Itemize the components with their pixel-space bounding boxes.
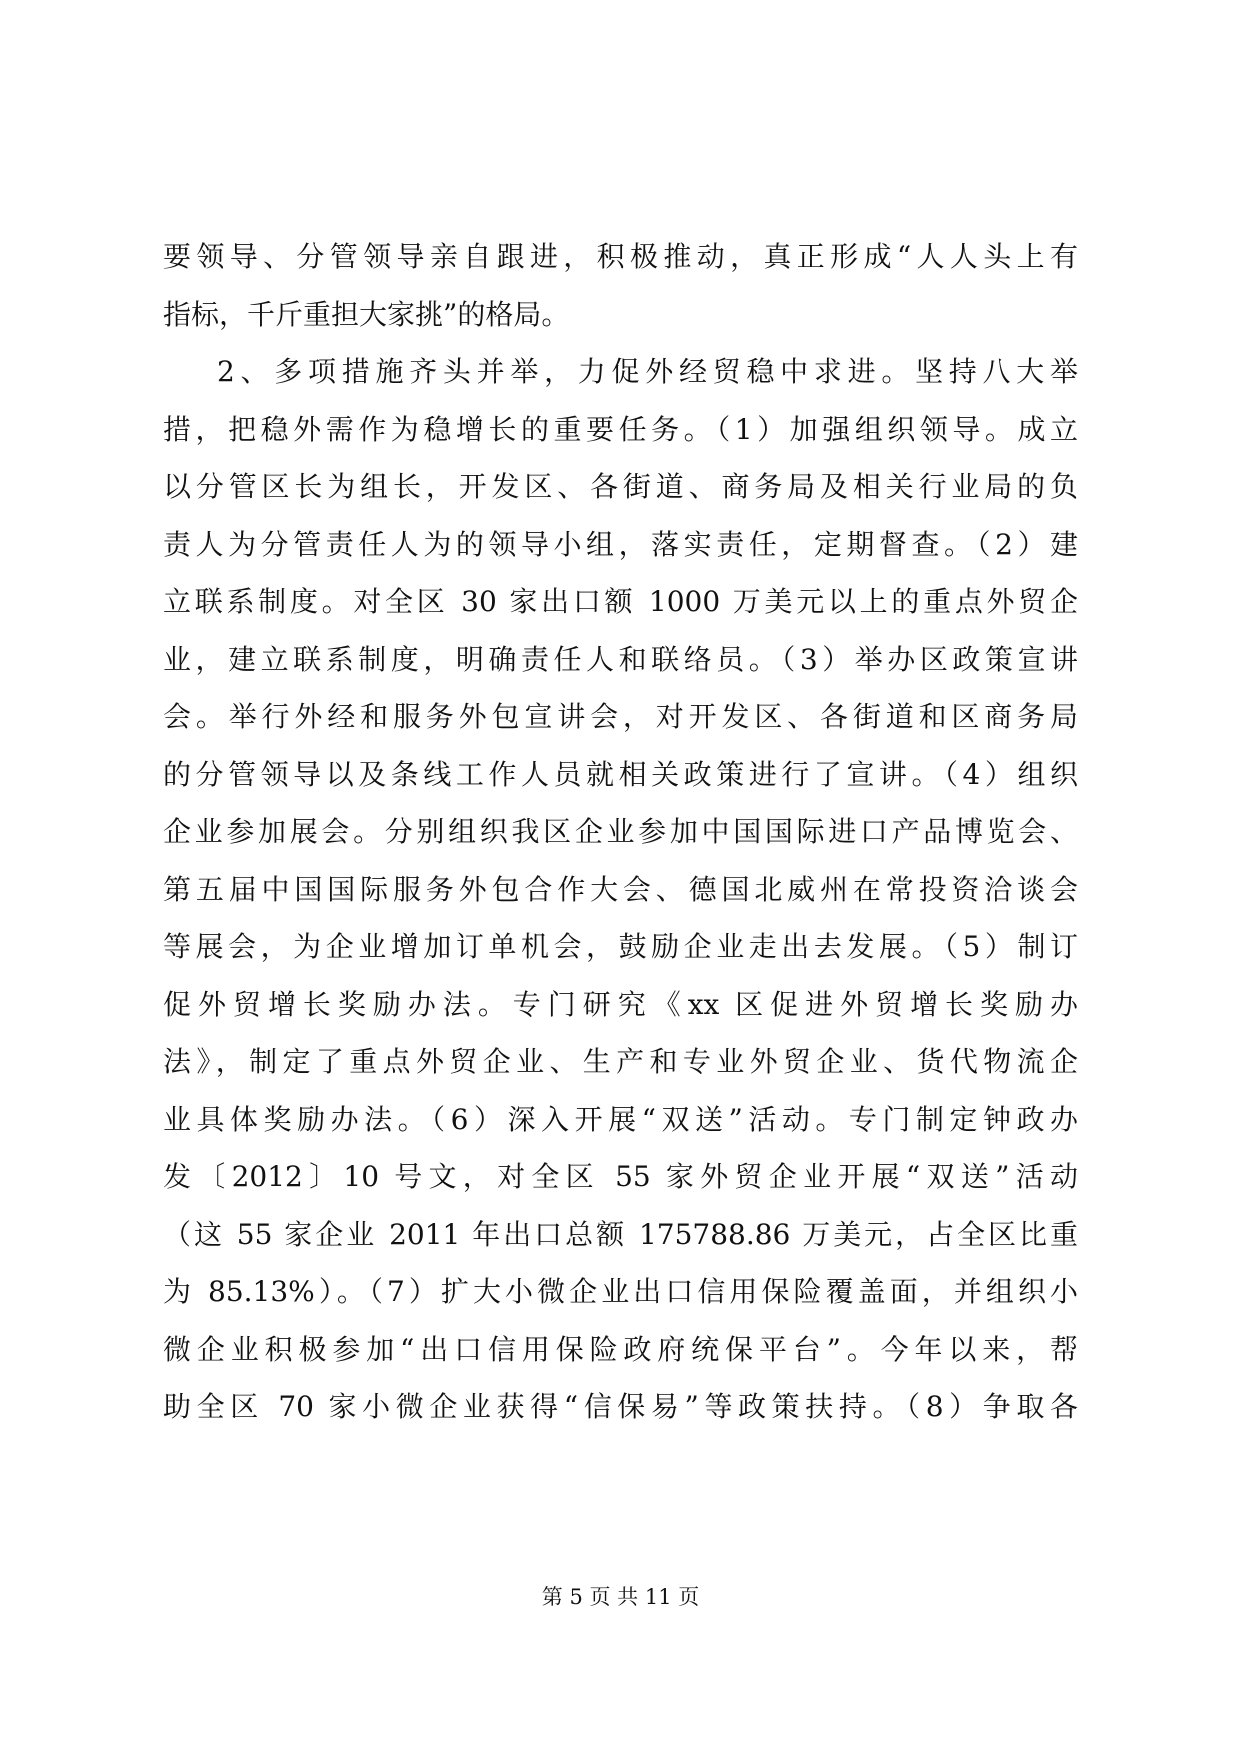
- text-line: 企业参加展会。分别组织我区企业参加中国国际进口产品博览会、: [163, 815, 1078, 848]
- text-line: 业，建立联系制度，明确责任人和联络员。（3）举办区政策宣讲: [163, 642, 1078, 676]
- text-line: 指标，千斤重担大家挑”的格局。: [163, 297, 570, 331]
- page-number-footer: 第 5 页 共 11 页: [541, 1585, 700, 1609]
- text-line: 要领导、分管领导亲自跟进，积极推动，真正形成“人人头上有: [163, 240, 1078, 273]
- text-line: 立联系制度。对全区 30 家出口额 1000 万美元以上的重点外贸企: [163, 585, 1078, 618]
- text-line: 第五届中国国际服务外包合作大会、德国北威州在常投资洽谈会: [163, 872, 1078, 906]
- text-line: 为 85.13%）。（7）扩大小微企业出口信用保险覆盖面，并组织小: [163, 1275, 1078, 1308]
- body-text: [163, 228, 1078, 1436]
- text-line: 2、多项措施齐头并举，力促外经贸稳中求进。坚持八大举: [217, 355, 1078, 388]
- text-line: 促外贸增长奖励办法。专门研究《xx 区促进外贸增长奖励办: [163, 987, 1078, 1021]
- text-line: 发〔2012〕10 号文，对全区 55 家外贸企业开展“双送”活动: [163, 1160, 1078, 1193]
- text-line: 责人为分管责任人为的领导小组，落实责任，定期督查。（2）建: [163, 527, 1078, 561]
- text-line: 等展会，为企业增加订单机会，鼓励企业走出去发展。（5）制订: [163, 930, 1078, 963]
- text-line: 会。举行外经和服务外包宣讲会，对开发区、各街道和区商务局: [163, 700, 1078, 733]
- text-line: 助全区 70 家小微企业获得“信保易”等政策扶持。（8）争取各: [163, 1390, 1078, 1423]
- text-line: 微企业积极参加“出口信用保险政府统保平台”。今年以来，帮: [163, 1332, 1078, 1366]
- text-line: （这 55 家企业 2011 年出口总额 175788.86 万美元，占全区比重: [163, 1217, 1078, 1251]
- text-line: 的分管领导以及条线工作人员就相关政策进行了宣讲。（4）组织: [163, 757, 1078, 791]
- text-line: 措，把稳外需作为稳增长的重要任务。（1）加强组织领导。成立: [163, 412, 1078, 446]
- text-line: 以分管区长为组长，开发区、各街道、商务局及相关行业局的负: [163, 470, 1078, 503]
- text-line: 业具体奖励办法。（6）深入开展“双送”活动。专门制定钟政办: [163, 1102, 1078, 1136]
- text-line: 法》，制定了重点外贸企业、生产和专业外贸企业、货代物流企: [163, 1045, 1078, 1078]
